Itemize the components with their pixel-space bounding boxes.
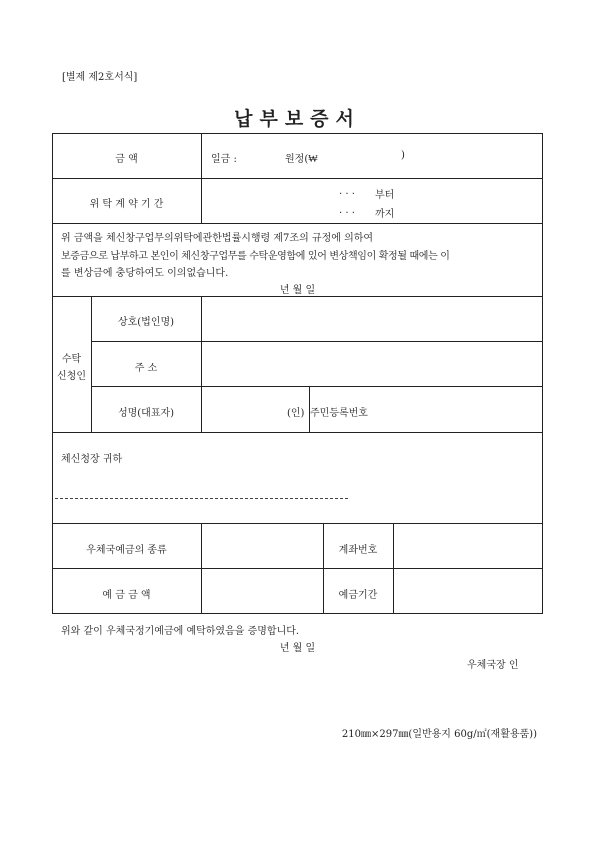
postmaster-signature: 우체국장 인 <box>467 660 519 671</box>
contract-period-label: 위 탁 계 약 기 간 <box>89 199 164 210</box>
contract-from-dots: . . . <box>339 186 355 197</box>
certification-date: 년 월 일 <box>279 643 316 654</box>
cut-line <box>55 498 348 499</box>
paper-spec: 210㎜×297㎜(일반용지 60g/㎡(재활용품)) <box>341 729 537 740</box>
statement-line-1: 위 금액을 체신창구업무의위탁에관한법률시행령 제7조의 규정에 의하여 <box>61 233 374 244</box>
applicant-group-label-1: 수탁 <box>61 354 82 365</box>
amount-won-label: 일금 : <box>211 154 237 165</box>
contract-from: 부터 <box>375 190 395 201</box>
seal-mark: (인) <box>287 408 305 419</box>
resident-number-label: 주민등록번호 <box>310 408 368 419</box>
contract-to: 까지 <box>375 209 395 220</box>
company-name-label: 상호(법인명) <box>117 317 175 328</box>
certification-text: 위와 같이 우체국정기예금에 예탁하였음을 증명합니다. <box>61 626 300 637</box>
applicant-group-label-2: 신청인 <box>57 371 86 382</box>
account-number-label: 계좌번호 <box>338 545 378 556</box>
recipient-label: 체신청장 귀하 <box>61 454 123 465</box>
amount-close-paren: ) <box>401 150 405 161</box>
contract-to-dots: . . . <box>339 205 355 216</box>
statement-line-3: 를 변상금에 충당하여도 이의없습니다. <box>61 268 229 279</box>
amount-won-suffix: 원정(₩ <box>285 154 318 165</box>
page-title: 납부보증서 <box>234 108 361 130</box>
deposit-period-label: 예금기간 <box>338 590 378 601</box>
deposit-type-label: 우체국예금의 종류 <box>86 545 167 556</box>
address-label: 주 소 <box>134 363 158 374</box>
statement-date: 년 월 일 <box>279 285 316 296</box>
deposit-amount-label: 예 금 금 액 <box>102 590 151 601</box>
amount-label: 금 액 <box>115 154 138 165</box>
form-number-label: [별제 제2호서식] <box>62 72 138 83</box>
representative-name-label: 성명(대표자) <box>117 408 175 419</box>
statement-line-2: 보증금으로 납부하고 본인이 체신창구업무를 수탁운영함에 있어 변상책임이 확정될 때에는 이 <box>61 251 450 262</box>
